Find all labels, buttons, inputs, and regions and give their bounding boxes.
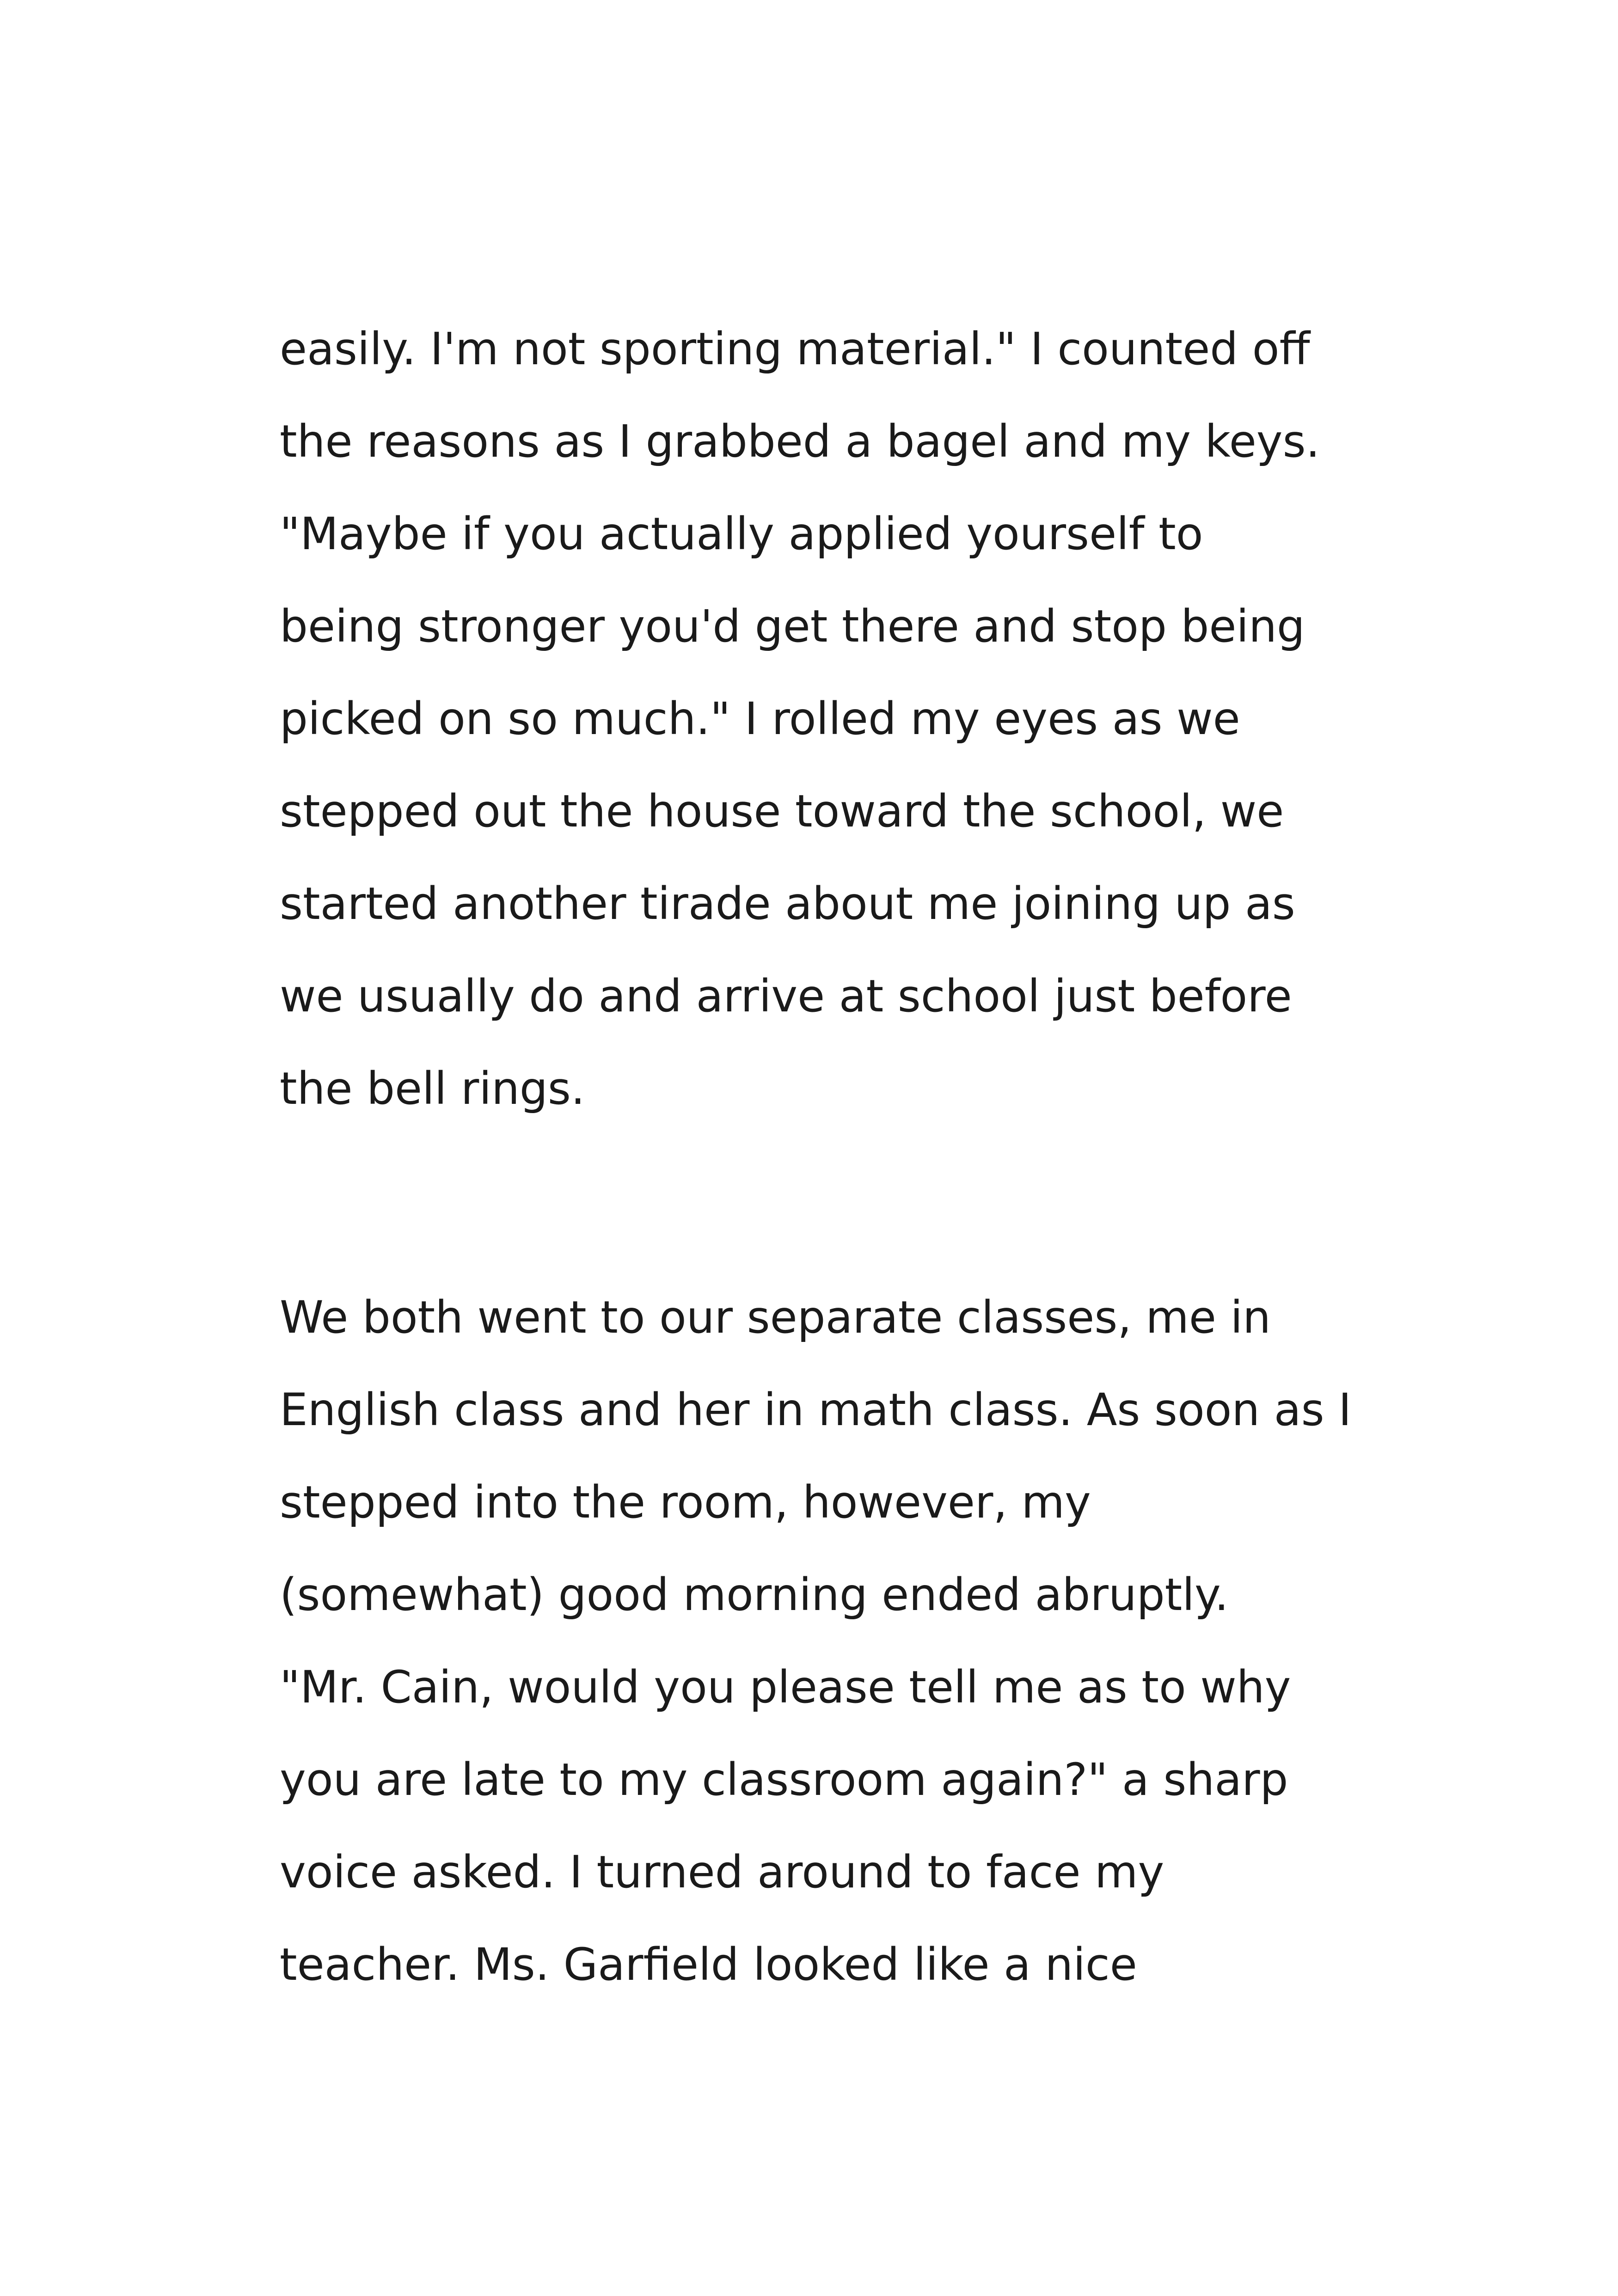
paragraph-2 bbox=[280, 1271, 1389, 2011]
text-line: teacher. Ms. Garfield looked like a nice bbox=[280, 1939, 1137, 1990]
text-line: the reasons as I grabbed a bagel and my keys. bbox=[280, 416, 1320, 467]
text-line: We both went to our separate classes, me in bbox=[280, 1292, 1271, 1343]
text-line: "Mr. Cain, would you please tell me as to why bbox=[280, 1661, 1291, 1713]
paragraph-1 bbox=[280, 303, 1389, 1135]
text-line: we usually do and arrive at school just before bbox=[280, 970, 1292, 1022]
text-line: easily. I'm not sporting material." I counted off bbox=[280, 323, 1310, 375]
text-line: being stronger you'd get there and stop being bbox=[280, 600, 1305, 652]
text-line: picked on so much." I rolled my eyes as we bbox=[280, 693, 1240, 745]
text-line: started another tirade about me joining up as bbox=[280, 878, 1295, 930]
text-line: voice asked. I turned around to face my bbox=[280, 1846, 1164, 1898]
text-line: the bell rings. bbox=[280, 1063, 585, 1114]
text-line: stepped out the house toward the school, we bbox=[280, 785, 1284, 837]
text-line: English class and her in math class. As soon as I bbox=[280, 1384, 1352, 1436]
text-line: (somewhat) good morning ended abruptly. bbox=[280, 1569, 1229, 1621]
text-line: you are late to my classroom again?" a sharp bbox=[280, 1754, 1288, 1806]
text-line: stepped into the room, however, my bbox=[280, 1476, 1091, 1528]
text-line: "Maybe if you actually applied yourself to bbox=[280, 508, 1203, 560]
